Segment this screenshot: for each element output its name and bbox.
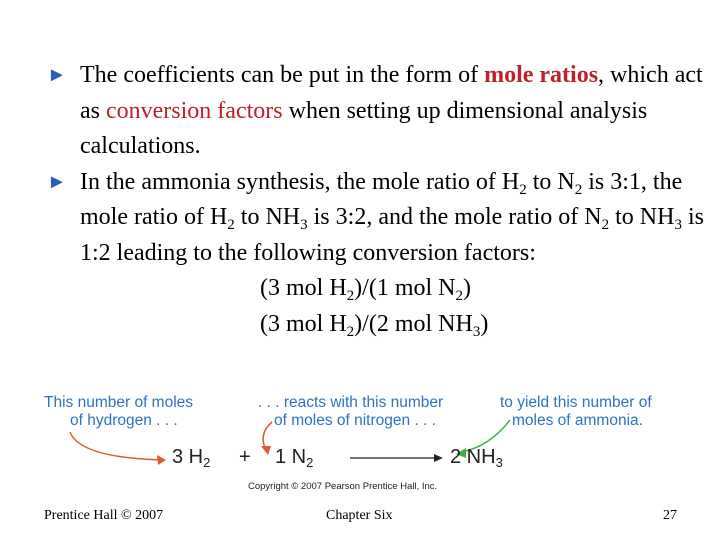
bullet-list	[44, 58, 704, 342]
caption-hydrogen: This number of moles of hydrogen . . .	[44, 394, 194, 429]
reaction-diagram	[40, 388, 700, 498]
copyright-text: Copyright © 2007 Pearson Prentice Hall, Inc.	[248, 481, 438, 492]
caption-ammonia: to yield this number of moles of ammonia.	[500, 394, 652, 429]
bullet-1-text: The coefficients can be put in the form of mole ratios, which act as conversion factors when setting up dimensional analysis calculations.	[80, 62, 703, 159]
conversion-factor-1: (3 mol $H_2)/(1$ mol $N_2$)	[260, 275, 471, 304]
conversion-factor-2: (3 mol $H_2)/(2$ mol $NH_3$)	[260, 310, 489, 340]
ammonia-term: 2 $NH_3$	[450, 446, 503, 470]
nitrogen-term: 1 $N_2$	[275, 446, 314, 470]
bullet-2	[44, 165, 704, 272]
footer-publisher: Prentice Hall © 2007	[44, 508, 164, 523]
hydrogen-term: 3 $H_2$	[172, 446, 211, 470]
page-number: 27	[663, 508, 677, 523]
right-triangle-bullet-icon: ►	[47, 170, 67, 193]
plus-sign: +	[239, 446, 251, 468]
hydrogen-arrow-icon	[70, 432, 164, 460]
right-triangle-bullet-icon: ►	[47, 64, 67, 86]
bullet-2-text: In the ammonia synthesis, the mole ratio of $H_2$ to $N_2$ is 3:1, the mole ratio of $H_2$ to $NH_3$ is 3:2, and the mole ratio of $N_2$ to $NH_3$ is 1:2 leading to the following conversion factors:	[80, 168, 704, 266]
bullet-1	[44, 58, 704, 165]
footer-chapter: Chapter Six	[326, 508, 393, 523]
highlight-mole-ratios: mole ratios	[484, 62, 599, 88]
caption-nitrogen: . . . reacts with this number of moles of nitrogen . . .	[258, 394, 444, 429]
highlight-conversion-factors: conversion factors	[106, 97, 283, 124]
